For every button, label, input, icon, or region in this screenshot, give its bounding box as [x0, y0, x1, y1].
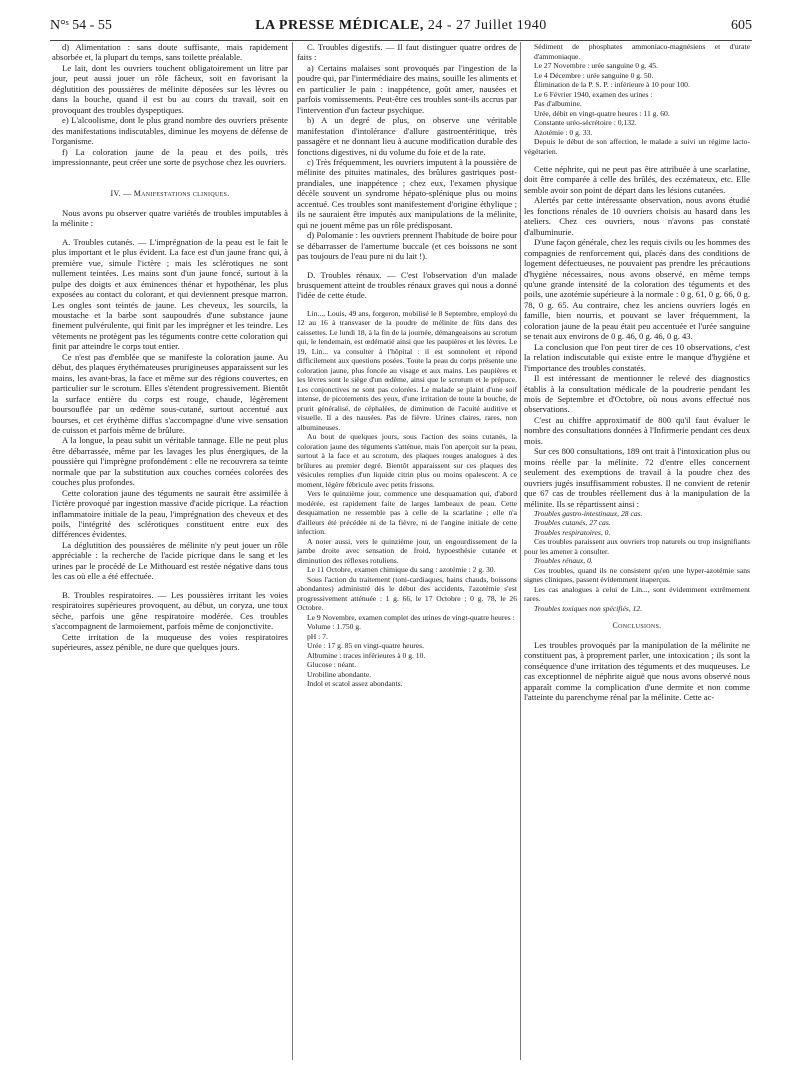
section-heading: IV. — Manifestations cliniques. [110, 189, 230, 199]
case-report: Le 11 Octobre, examen chimique du sang : azotémie : 2 g. 30. [307, 565, 496, 575]
lab-line: pH : 7. [307, 631, 328, 641]
paragraph: B. Troubles respiratoires. — Les poussières irritant les voies respiratoires supérieures provoquent, au début, un coryza, une toux sèche, parfois une gêne respiratoire modérée. Ces troubles s'accompagnent de larmoiement, parfois même de conjonctivite. [52, 589, 288, 632]
stat-note: Ces troubles paraissent aux ouvriers trop naturels ou trop insignifiants pour les amener à consulter. [524, 537, 750, 556]
lab-line: Urée : 17 g. 85 en vingt-quatre heures. [307, 641, 425, 651]
lab-line: Sédiment de phosphates ammoniaco-magnésiens et d'urate d'ammoniaque. [534, 42, 750, 61]
paragraph: C'est au chiffre approximatif de 800 qu'il faut évaluer le nombre des consultations données à l'Infirmerie pendant ces deux mois. [524, 414, 750, 446]
paragraph: Nous avons pu observer quatre variétés de troubles imputables à la mélinite : [52, 207, 288, 229]
case-report: Au bout de quelques jours, sous l'action des soins cutanés, la coloration jaune des téguments s'atténue, mais l'on aperçoit sur la peau, surtout à la face et au scrotum, des plaques rouges analogues à des brûlures au premier degré. Bientôt apparaissent sur ces plaques des vésicules remplies d'un liquide citrin plus ou moins opalescent. A ce moment, légère fébricule avec petits frissons. [297, 432, 517, 489]
paragraph: A la longue, la peau subit un véritable tannage. Elle ne peut plus être débarrassée, même par les lavages les plus énergiques, de la poussière qui l'imprègne profondément : elle ne recouvrera sa teinte normale que par la substitution aux couches cornées colorées des couches plus profondes. [52, 435, 288, 488]
lab-line: Indol et scatol assez abondants. [307, 679, 403, 689]
case-report: Depuis le début de son affection, le malade a suivi un régime lacto-végétarien. [524, 137, 750, 156]
case-report: Sous l'action du traitement (toni-cardiaques, bains chauds, boissons abondantes) administré dès le début des accidents, l'azotémie s'est progressivement atténuée : 1 g. 66, le 17 Octobre ; 0 g. 78, le 26 Octobre. [297, 574, 517, 613]
paragraph: Alertés par cette intéressante observation, nous avons étudié les fonctions rénales de 10 ouvriers choisis au hasard dans les ateliers. Chez ces ouvriers, nous n'avons pas constaté d'albuminurie. [524, 195, 750, 237]
lab-line: Urée, débit en vingt-quatre heures : 11 g. 60. [534, 108, 670, 118]
lab-line: Le 4 Décembre : urée sanguine 0 g. 50. [534, 70, 654, 80]
column-1 [52, 42, 288, 652]
paragraph: Les troubles provoqués par la manipulation de la mélinite ne constituent pas, à proprement parler, une intoxication ; ils sont la conséquence d'une irritation des téguments et des muqueuses. Le cas exceptionnel de néphrite aiguë que nous avons observé nous apparaît comme la complication d'une dermite et non comme l'atteinte du parenchyme rénal par la mélinite. Cette ac- [524, 639, 750, 703]
issue-number: N°ˢ 54 - 55 [50, 18, 112, 33]
lab-line: Le 27 Novembre : urée sanguine 0 g. 45. [534, 61, 658, 70]
case-report: Lin..., Louis, 49 ans, forgeron, mobilisé le 8 Septembre, employé du 12 au 16 à transvaser de la poudre de mélinite de fûts dans des caissettes. Le lundi 18, à la fin de la journée, démangeaisons au scrotum qui, le lendemain, est œdématié ainsi que les paupières et les lèvres. Le 19, Lin... va consulter à l'hôpital : il est somnolent et répond difficilement aux questions posées. Toute la peau du corps présente une coloration jaune, plus foncée au visage et aux mains. Les paupières et les lèvres sont le siège d'un œdème, ainsi que le scrotum et le prépuce. Les conjonctives ne sont pas colorées. Le malade se plaint d'une soif intense, de picotements des yeux, d'une irritation de toute la bouche, de prurit généralisé, de céphalées, de diminution de l'acuité auditive et visuelle. Il a des nausées. Pas de fièvre. Urines claires, rares, non albumineuses. [297, 308, 517, 432]
paragraph: D. Troubles rénaux. — C'est l'observation d'un malade brusquement atteint de troubles rénaux graves qui nous a donné l'idée de cette étude. [297, 269, 517, 301]
lab-line: Constante uréo-sécrétoire : 0,132. [534, 118, 637, 127]
case-report: A noter aussi, vers le quinzième jour, un engourdissement de la jambe droite avec sensation de froid, hypoesthésie cutanée et diminution des réflexes rotuliens. [297, 536, 517, 565]
stat-line: Troubles respiratoires, 0. [534, 527, 611, 537]
lab-line: Pas d'albumine. [534, 99, 582, 108]
stat-line: Troubles rénaux, 0. [534, 556, 593, 566]
lab-line: Volume : 1.750 g. [307, 622, 362, 632]
stat-line: Troubles cutanés, 27 cas. [534, 518, 611, 528]
stat-note: Ces troubles, quand ils ne consistent qu'en une hyper-azotémie sans signes cliniques, passent évidemment inaperçus. [524, 565, 750, 585]
paragraph: b) A un degré de plus, on observe une véritable manifestation d'intolérance d'allure gastroentéritique, très passagère et ne donnant lieu à aucune modification durable des fonctions digestives, ni du volume du foie et de la rate. [297, 115, 517, 157]
page-header [50, 18, 752, 41]
section-heading: Conclusions. [612, 621, 662, 631]
column-3 [524, 42, 750, 703]
paragraph: Ce n'est pas d'emblée que se manifeste la coloration jaune. Au début, des plaques érythémateuses prurigineuses apparaissent sur les mains, les avant-bras, la face et même sur des régions couvertes, en particulier sur le scrotum. Elles s'étendent progressivement. Bientôt la surface entière du corps est rouge, chaude, légèrement boursouflée par un œdème sous-cutané, surtout accentué aux bourses, et cet érythème diffus s'accompagne d'une vive sensation de cuisson et parfois même de brûlure. [52, 351, 288, 435]
lab-line: Albumine : traces inférieures à 0 g. 10. [307, 650, 426, 660]
column-rule [292, 42, 293, 1060]
column-2 [297, 42, 517, 689]
paragraph: Cette coloration jaune des téguments ne saurait être assimilée à l'ictère provoqué par ingestion massive d'acide picrique. La réaction inflammatoire initiale de la peau, l'imprégnation des cheveux et des poils, l'intégrité des sclérotiques constituent entre eux des différences évidentes. [52, 487, 288, 540]
paragraph: La conclusion que l'on peut tirer de ces 10 observations, c'est la relation indiscutable qui existe entre le manque d'hygiène et l'importance des troubles constatés. [524, 341, 750, 373]
stat-line: Troubles gastro-intestinaux, 28 cas. [534, 508, 643, 518]
paragraph: d) Polomanie : les ouvriers prennent l'habitude de boire pour se débarrasser de l'amertume buccale (et ces boissons ne sont pas toujours de l'eau pure ni du lait !). [297, 230, 517, 262]
lab-line: Glucose : néant. [307, 660, 357, 670]
case-report: Vers le quinzième jour, commence une desquamation qui, d'abord modérée, est rapidement faite de larges lambeaux de peau. Cette desquamation ne ressemble pas à celle de la scarlatine ; elle n'a d'ailleurs été précédée ni de la fièvre, ni de l'angine initiale de cette infection. [297, 489, 517, 537]
paragraph: Cette néphrite, qui ne peut pas être attribuée à une scarlatine, doit être comparée à celle des brûlés, des eczémateux, etc. Elle semble avoir son point de départ dans les lésions cutanées. [524, 164, 750, 195]
lab-line: Azotémie : 0 g. 33. [534, 127, 593, 137]
paragraph: A. Troubles cutanés. — L'imprégnation de la peau est le fait le plus important et le plus évident. La face est d'un jaune franc qui, à première vue, simule l'ictère ; mais les sclérotiques ne sont nullement teintées. Les mains sont d'un jaune foncé, surtout à la pulpe des doigts et aux éminences thénar et hypothénar, les plus exposées au contact du colorant, et qui deviennent presque marron. Les ongles sont teintés de jaune. Les cheveux, les sourcils, la moustache et la barbe sont saupoudrés d'une substance jaune finement pulvérulente, qui finit par les imprégner et les teindre. Les vêtements ne protègent pas les téguments contre cette coloration qui finit par atteindre le corps tout entier. [52, 236, 288, 352]
paragraph: Le lait, dont les ouvriers touchent obligatoirement un litre par jour, peut aussi jouer un rôle fâcheux, soit en favorisant la déglutition des poussières de mélinite déposées sur les lèvres ou dans la bouche, quand il est bu au cours du travail, soit en provoquant des troubles dyspeptiques. [52, 62, 288, 115]
paragraph: e) L'alcoolisme, dont le plus grand nombre des ouvriers présente des manifestations indiscutables, diminue les moyens de défense de l'organisme. [52, 115, 288, 147]
journal-title [50, 18, 752, 34]
paragraph: La déglutition des poussières de mélinite n'y peut jouer un rôle appréciable : la recherche de l'acide picrique dans le sang et les urines par le procédé de Le Mithouard est restée négative dans tous les cas où elle a été effectuée. [52, 539, 288, 582]
issue-date: 24 - 27 Juillet 1940 [427, 18, 547, 33]
stat-line: Troubles toxiques non spécifiés, 12. [534, 603, 643, 613]
case-report: Le 9 Novembre, examen complet des urines de vingt-quatre heures : [307, 612, 515, 622]
paragraph: d) Alimentation : sans doute suffisante, mais rapidement absorbée et, la plupart du temps, sans toilette préalable. [52, 42, 288, 63]
paragraph: D'une façon générale, chez les requis civils ou les hommes des compagnies de renforcement qui, placés dans des conditions de logement défectueuses, ne pouvaient pas prendre les précautions d'hygiène nécessaires, nous avons observé, en même temps qu'une grande intensité de la coloration des téguments et des poils, une azotémie supérieure à la normale : 0 g. 61, 0 g. 66, 0 g. 78, 0 g. 65. Au contraire, chez les anciens ouvriers logés en famille, bien nourris, et pouvant se laver fréquemment, la coloration jaune de la peau était peu accentuée et l'urée sanguine se tenait aux environs de 0 g. 46, 0 g. 46, 0 g. 43. [524, 237, 750, 342]
paragraph: Il est intéressant de mentionner le relevé des diagnostics établis à la consultation médicale de la poudrerie pendant les mois de Septembre et d'Octobre, où nous avons effectué nos observations. [524, 373, 750, 415]
lab-line: Élimination de la P. S. P. : inférieure à 10 pour 100. [534, 80, 690, 89]
journal-name: LA PRESSE MÉDICALE, [255, 18, 424, 33]
page-number: 605 [731, 18, 752, 33]
paragraph: Sur ces 800 consultations, 189 ont trait à l'intoxication plus ou moins réelle par la mélinite. 72 d'entre elles concernent seulement des exemptions de travail à la poudre chez des ouvriers jugés insuffisamment robustes. Il ne convient de retenir que 67 cas de troubles réellement dus à la manipulation de la mélinite. Ils se répartissent ainsi : [524, 446, 750, 509]
paragraph: f) La coloration jaune de la peau et des poils, très impressionnante, peut créer une sorte de psychose chez les ouvriers. [52, 146, 288, 167]
paragraph: c) Très fréquemment, les ouvriers imputent à la poussière de mélinite des pituites matinales, des brûlures gastriques post-prandiales, une inappétence ; chez eux, l'examen physique décèle souvent un syndrome hépato-splénique plus ou moins accentué. Ces troubles sont manifestement d'origine éthylique ; ils ne sauraient être imputés aux manipulations de la mélinite, qui ne jouent même pas un rôle prédisposant. [297, 156, 517, 230]
paragraph: Cette irritation de la muqueuse des voies respiratoires supérieures, assez pénible, ne dure que quelques jours. [52, 631, 288, 653]
stat-note: Les cas analogues à celui de Lin..., sont évidemment extrêmement rares. [524, 584, 750, 604]
paragraph: a) Certains malaises sont provoqués par l'ingestion de la poudre qui, par l'intermédiaire des mains, souille les aliments et en particulier le pain : inappétence, goût amer, nausées et parfois vomissements. Peut-être ces troubles sont-ils accrus par l'intervention d'un facteur psychique. [297, 62, 517, 115]
lab-line: Le 6 Février 1940, examen des urines : [534, 89, 653, 99]
column-rule [520, 42, 521, 1060]
paragraph: C. Troubles digestifs. — Il faut distinguer quatre ordres de faits : [297, 42, 517, 63]
lab-line: Urobiline abondante. [307, 669, 372, 679]
